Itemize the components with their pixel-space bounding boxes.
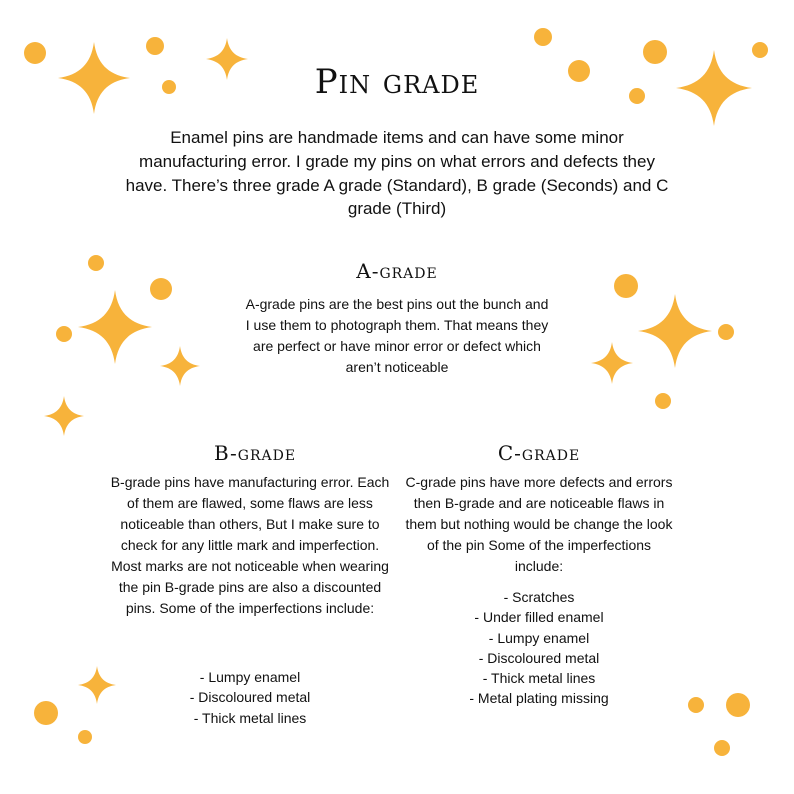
dot-icon: [78, 730, 92, 744]
dot-icon: [614, 274, 638, 298]
b-grade-heading: B-grade: [213, 441, 297, 465]
c-grade-heading: C-grade: [497, 441, 581, 465]
list-item: - Metal plating missing: [469, 690, 609, 707]
sparkle-icon: [591, 342, 633, 384]
a-grade-heading: A-grade: [356, 259, 438, 283]
c-grade-description: C-grade pins have more defects and errors then B-grade and are noticeable flaws in them but nothing would be change the look of the pin Some of the imperfections include:: [405, 474, 673, 574]
a-grade-description: A-grade pins are the best pins out the bunch and I use them to photograph them. That means they are perfect or have minor error or defect which aren’t noticeable: [245, 296, 549, 375]
list-item: - Discoloured metal: [189, 689, 311, 706]
list-item: - Scratches: [503, 589, 575, 605]
c-grade-imperfections-list: [404, 587, 674, 709]
intro-paragraph: Enamel pins are handmade items and can have some minor manufacturing error. I grade my pins on what errors and defects they have. There’s three grade A grade (Standard), B grade (Seconds) and C grade (Third): [125, 128, 669, 219]
dot-icon: [146, 37, 164, 55]
dot-icon: [150, 278, 172, 300]
sparkle-icon: [44, 396, 84, 436]
dot-icon: [34, 701, 58, 725]
page-title: Pin grade: [314, 62, 480, 102]
dot-icon: [56, 326, 72, 342]
dot-icon: [688, 697, 704, 713]
dot-icon: [88, 255, 104, 271]
dot-icon: [726, 693, 750, 717]
list-item: - Under filled enamel: [474, 609, 604, 626]
list-item: - Thick metal lines: [193, 709, 307, 726]
list-item: - Discoloured metal: [478, 649, 600, 666]
b-grade-description: B-grade pins have manufacturing error. Each of them are flawed, some flaws are less noticeable than others, But I make sure to check for any little mark and imperfection. Most marks are not noticeable when wearing the pin B-grade pins are also a discounted pins. Some of the imperfections include:: [110, 474, 390, 616]
sparkle-icon: [638, 294, 712, 368]
list-item: - Lumpy enamel: [199, 669, 301, 685]
sparkle-icon: [78, 290, 152, 364]
b-grade-imperfections-list: [110, 667, 390, 728]
dot-icon: [655, 393, 671, 409]
dot-icon: [752, 42, 768, 58]
sparkle-icon: [160, 346, 200, 386]
list-item: - Thick metal lines: [482, 670, 596, 687]
dot-icon: [24, 42, 46, 64]
dot-icon: [643, 40, 667, 64]
dot-icon: [718, 324, 734, 340]
dot-icon: [714, 740, 730, 756]
list-item: - Lumpy enamel: [488, 629, 590, 646]
dot-icon: [534, 28, 552, 46]
